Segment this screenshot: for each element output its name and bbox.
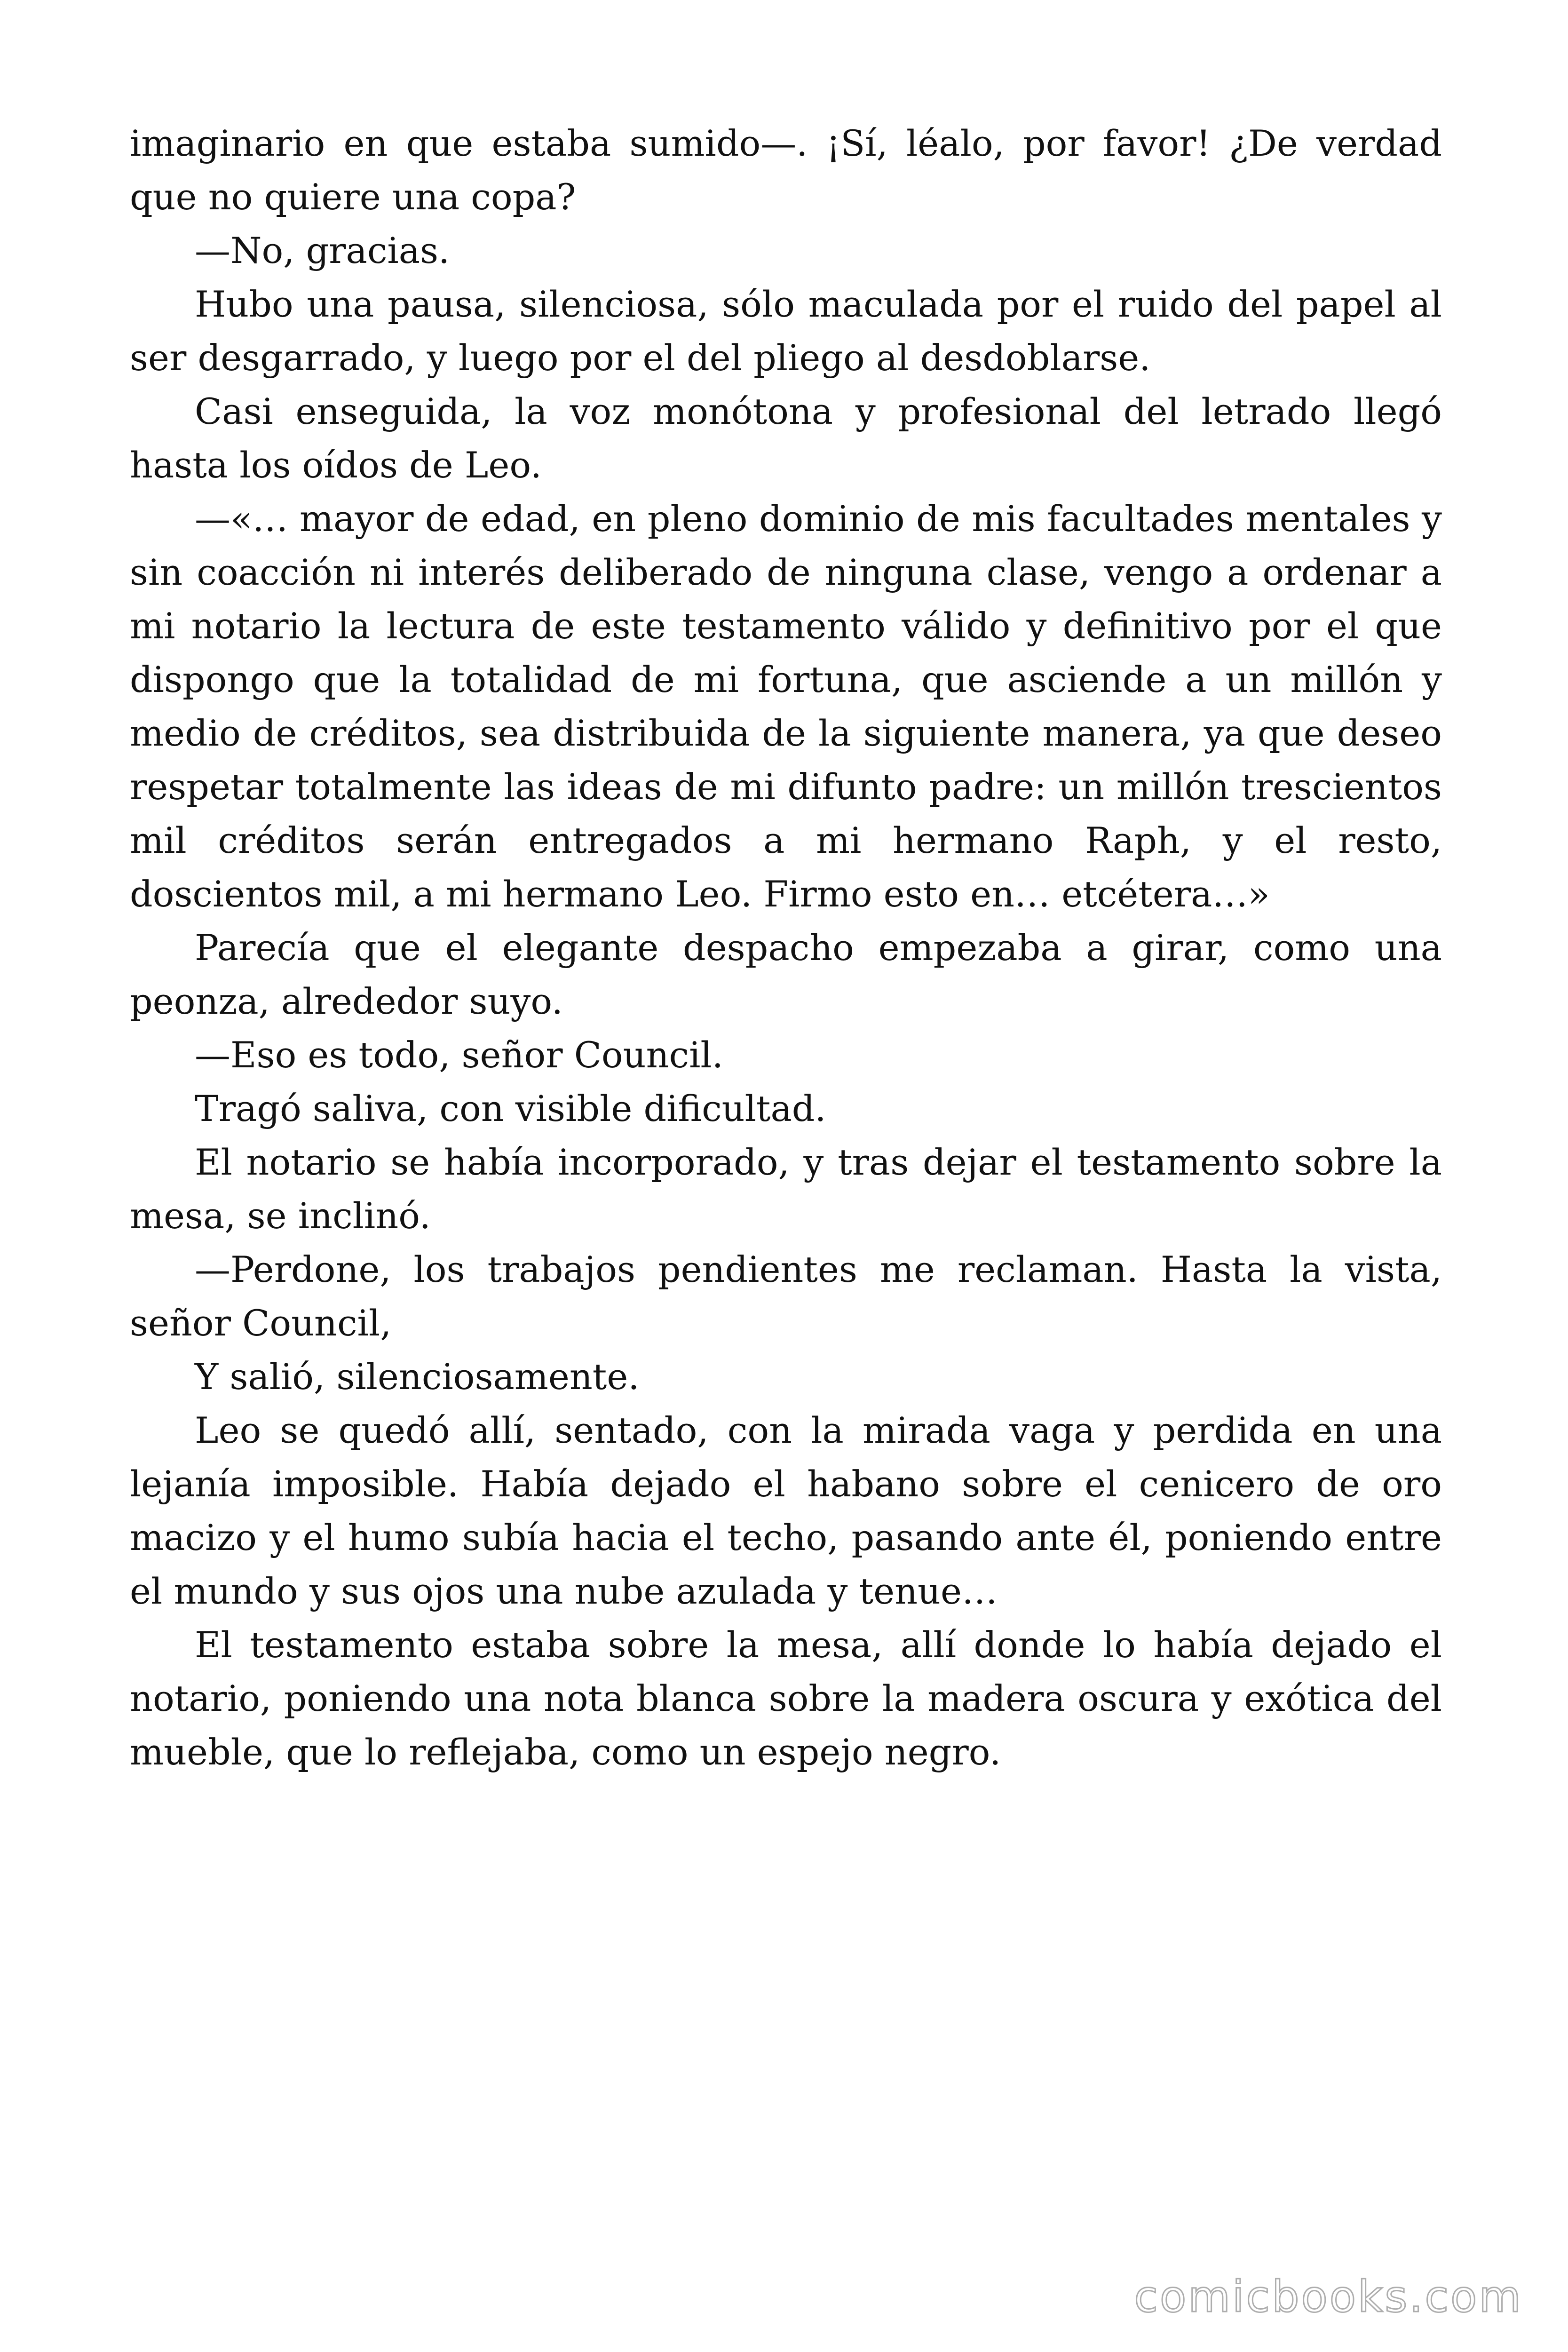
- paragraph-5: —«… mayor de edad, en pleno dominio de mis facultades mentales y sin coacción ni interés deliberado de ninguna clase, vengo a ordenar a mi notario la lectura de este testamento válido y definitivo por el que dispongo que la totalidad de mi fortuna, que asciende a un millón y medio de créditos, sea distribuida de la siguiente manera, ya que deseo respetar totalmente las ideas de mi difunto padre: un millón trescientos mil créditos serán entregados a mi hermano Raph, y el resto, doscientos mil, a mi hermano Leo. Firmo esto en… etcétera…»: [130, 498, 1442, 915]
- paragraph-3: Hubo una pausa, silenciosa, sólo maculada por el ruido del papel al ser desgarrado, y luego por el del pliego al desdoblarse.: [130, 283, 1442, 379]
- paragraph-10: —Perdone, los trabajos pendientes me reclaman. Hasta la vista, señor Council,: [130, 1248, 1442, 1344]
- paragraph-12: Leo se quedó allí, sentado, con la mirada vaga y perdida en una lejanía imposible. Había dejado el habano sobre el cenicero de oro macizo y el humo subía hacia el techo, pasando ante él, poniendo entre el mundo y sus ojos una nube azulada y tenue…: [130, 1409, 1442, 1612]
- paragraph-1: imaginario en que estaba sumido—. ¡Sí, léalo, por favor! ¿De verdad que no quiere una copa?: [130, 122, 1442, 218]
- paragraph-13: El testamento estaba sobre la mesa, allí donde lo había dejado el notario, poniendo una nota blanca sobre la madera oscura y exótica del mueble, que lo reflejaba, como un espejo negro.: [130, 1624, 1442, 1773]
- paragraph-2: —No, gracias.: [195, 230, 450, 271]
- page-text: [130, 117, 1442, 1779]
- paragraph-6: Parecía que el elegante despacho empezaba a girar, como una peonza, alrededor suyo.: [130, 927, 1442, 1022]
- paragraph-4: Casi enseguida, la voz monótona y profesional del letrado llegó hasta los oídos de Leo.: [130, 390, 1442, 486]
- paragraph-11: Y salió, silenciosamente.: [195, 1356, 640, 1398]
- paragraph-7: —Eso es todo, señor Council.: [195, 1034, 723, 1076]
- paragraph-9: El notario se había incorporado, y tras dejar el testamento sobre la mesa, se inclinó.: [130, 1141, 1442, 1237]
- watermark: comicbooks.com: [1134, 2272, 1523, 2322]
- paragraph-8: Tragó saliva, con visible dificultad.: [195, 1088, 826, 1129]
